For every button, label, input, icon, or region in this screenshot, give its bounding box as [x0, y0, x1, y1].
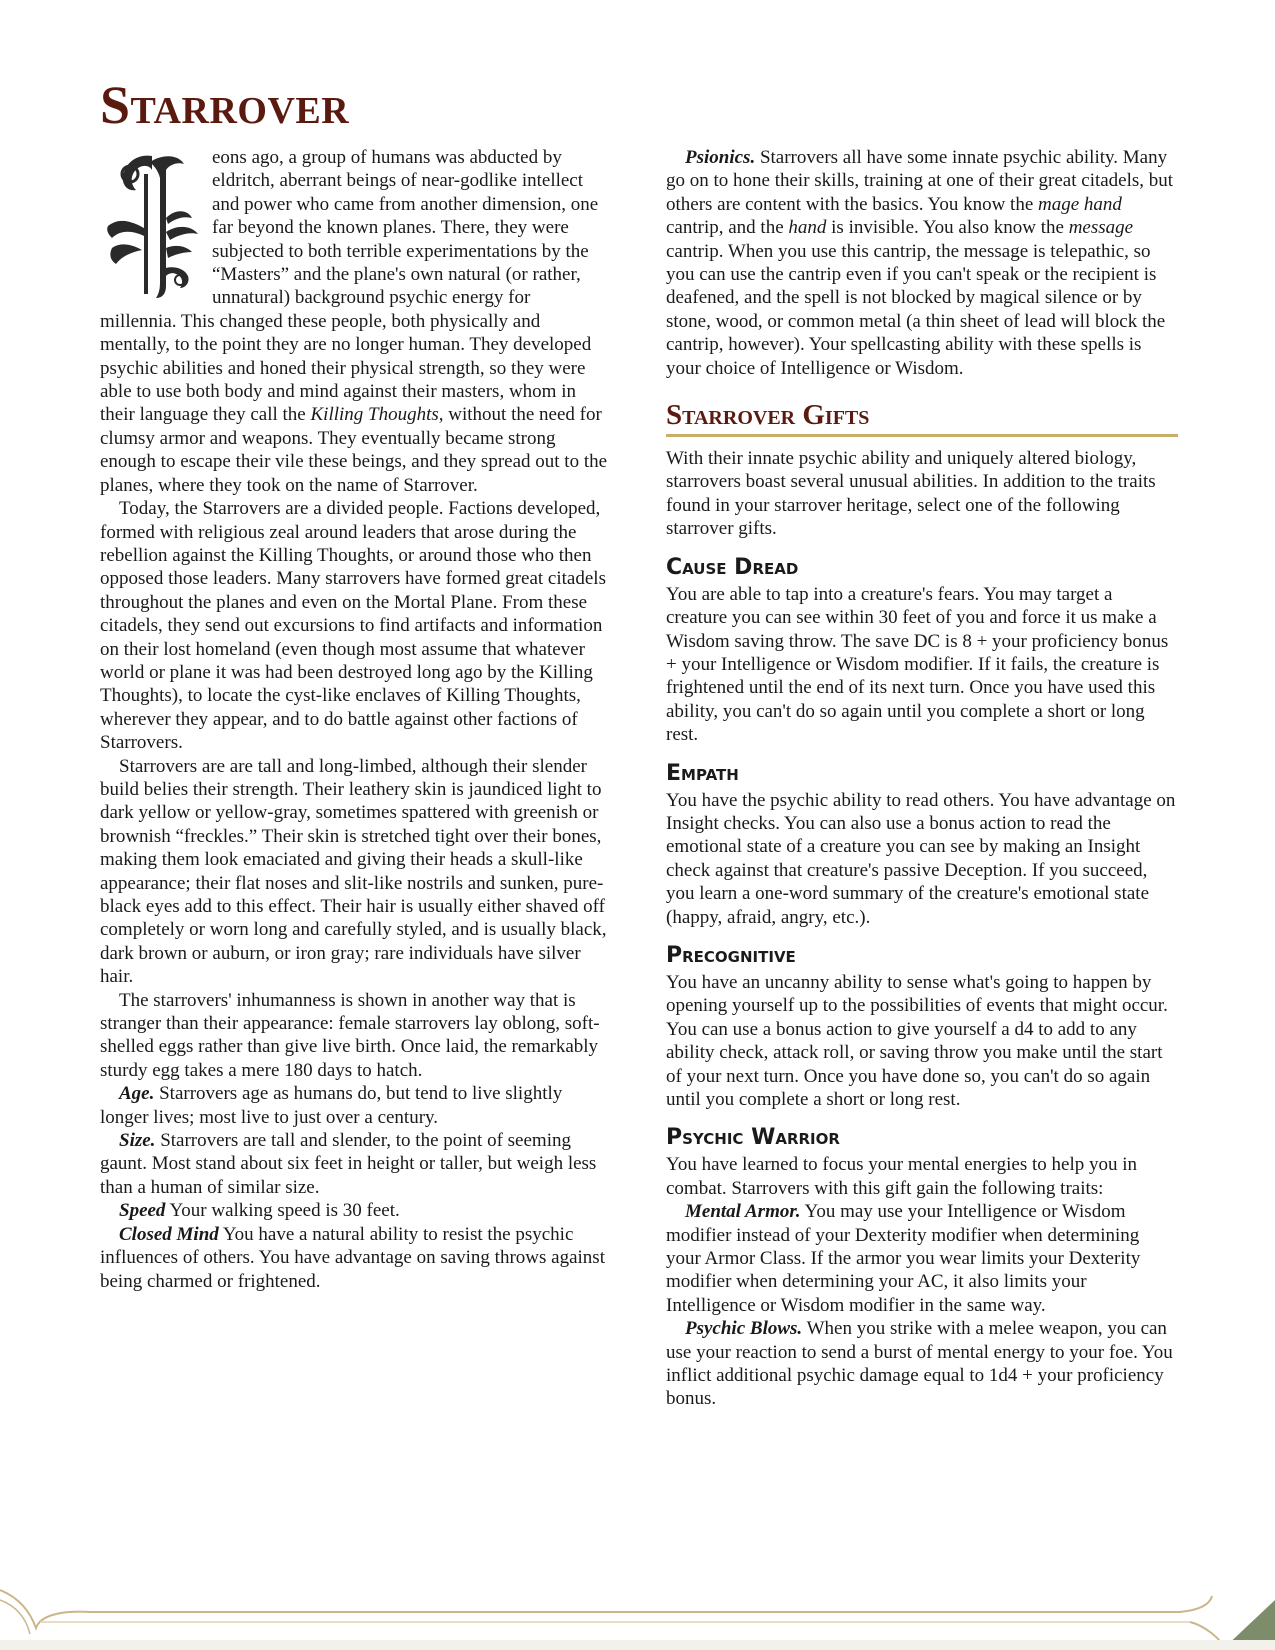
subheading-empath: Empath [666, 760, 739, 786]
trait-mental-armor: Mental Armor. You may use your Intelligence or Wisdom modifier instead of your Dexterity modifier when determining your Armor Class. If the armor you wear limits your Dexterity modifier when determining your AC, it also limits your Intelligence or Wisdom modifier in the same way. [666, 1201, 1141, 1316]
subheading-psychic-warrior: Psychic Warrior [666, 1125, 840, 1151]
intro-paragraph: eons ago, a group of humans was abducted by eldritch, aberrant beings of near-godlike intellect and power who came from another dimension, one far beyond the known planes. There, they were subjected to both terrible experimentations by the “Masters” and the plane's own natural (or rather, unnatural) background psychic energy for millennia. This changed these people, both physically and mentally, to the point they are no longer human. They developed psychic abilities and honed their physical strength, so they were able to use both body and mind against their masters, whom in their language they call the Killing Thoughts, without the need for clumsy armor and weapons. They eventually became strong enough to escape their vile these beings, and they spread out to the planes, where they took on the name of Starrover. [100, 147, 608, 496]
page-title: Starrover [100, 75, 350, 135]
cause-dread-text: You are able to tap into a creature's fears. You may target a creature you can see within 30 feet of you and force it us make a Wisdom saving throw. The save DC is 8 + your proficiency bonus + your Intelligence or Wisdom modifier. If it fails, the creature is frightened until the end of its next turn. Once you have used this ability, you can't do so again until you complete a short or long rest. [666, 583, 1169, 746]
trait-age: Age. Starrovers age as humans do, but tend to live slightly longer lives; most live to just over a century. [100, 1083, 563, 1128]
psychic-warrior-text: You have learned to focus your mental energies to help you in combat. Starrovers with this gift gain the following traits: [666, 1154, 1138, 1199]
dropcap-ornament [100, 148, 204, 308]
body-paragraph: The starrovers' inhumanness is shown in another way that is stranger than their appearance: female starrovers lay oblong, soft-shelled eggs rather than give live birth. Once laid, the remarkably sturdy egg takes a mere 180 days to hatch. [100, 989, 600, 1081]
section-heading-gifts: Starrover Gifts [666, 398, 1178, 437]
trait-size: Size. Starrovers are tall and slender, to the point of seeming gaunt. Most stand about six feet in height or taller, but weigh less than a human of similar size. [100, 1130, 597, 1198]
page-footer-ornament [0, 1560, 1275, 1650]
subheading-cause-dread: Cause Dread [666, 554, 799, 580]
right-column [666, 146, 1178, 1411]
body-paragraph: Today, the Starrovers are a divided people. Factions developed, formed with religious zeal around leaders that arose during the rebellion against the Killing Thoughts, or around those who then opposed those leaders. Many starrovers have formed great citadels throughout the planes and even on the Mortal Plane. From these citadels, they send out excursions to find artifacts and information on their lost homeland (even though most assume that whatever world or plane it was had been destroyed long ago by the Killing Thoughts), to locate the cyst-like enclaves of Killing Thoughts, wherever they appear, and to do battle against other factions of Starrovers. [100, 498, 606, 754]
precognitive-text: You have an uncanny ability to sense what's going to happen by opening yourself up to the possibilities of events that might occur. You can use a bonus action to give yourself a d4 to add to any ability check, attack roll, or saving throw you make until the start of your next turn. Once you have done so, you can't do so again until you complete a short or long rest. [666, 971, 1168, 1110]
trait-psionics: Psionics. Starrovers all have some innate psychic ability. Many go on to hone their skills, training at one of their great citadels, but others are content with the basics. You know the mage hand cantrip, and the hand is invisible. You also know the message cantrip. When you use this cantrip, the message is telepathic, so you can use the cantrip even if you can't speak or the recipient is deafened, and the spell is not blocked by magical silence or by stone, wood, or common metal (a thin sheet of lead will block the cantrip, however). Your spellcasting ability with these spells is your choice of Intelligence or Wisdom. [666, 147, 1174, 379]
body-paragraph: Starrovers are are tall and long-limbed, although their slender build belies their strength. Their leathery skin is jaundiced light to dark yellow or yellow-gray, sometimes spattered with greenish or brownish “freckles.” Their skin is stretched tight over their bones, making them look emaciated and giving their heads a skull-like appearance; their flat noses and slit-like nostrils and sunken, pure-black eyes add to this effect. Their hair is usually either shaved off completely or worn long and carefully styled, and is usually black, dark brown or auburn, or iron gray; rare individuals have silver hair. [100, 755, 607, 988]
trait-closed-mind: Closed Mind You have a natural ability to resist the psychic influences of others. You have advantage on saving throws against being charmed or frightened. [100, 1223, 605, 1292]
trait-speed: Speed Your walking speed is 30 feet. [119, 1200, 400, 1222]
empath-text: You have the psychic ability to read others. You have advantage on Insight checks. You can also use a bonus action to read the emotional state of a creature you can see by making an Insight check against that creature's passive Deception. If you succeed, you learn a one-word summary of the creature's emotional state (happy, afraid, angry, etc.). [666, 789, 1176, 928]
trait-psychic-blows: Psychic Blows. When you strike with a melee weapon, you can use your reaction to send a burst of mental energy to your foe. You inflict additional psychic damage equal to 1d4 + your proficiency bonus. [666, 1318, 1173, 1410]
subheading-precognitive: Precognitive [666, 942, 796, 968]
gifts-intro: With their innate psychic ability and uniquely altered biology, starrovers boast several unusual abilities. In addition to the traits found in your starrover heritage, select one of the following starrover gifts. [666, 448, 1156, 540]
left-column [100, 146, 608, 1293]
